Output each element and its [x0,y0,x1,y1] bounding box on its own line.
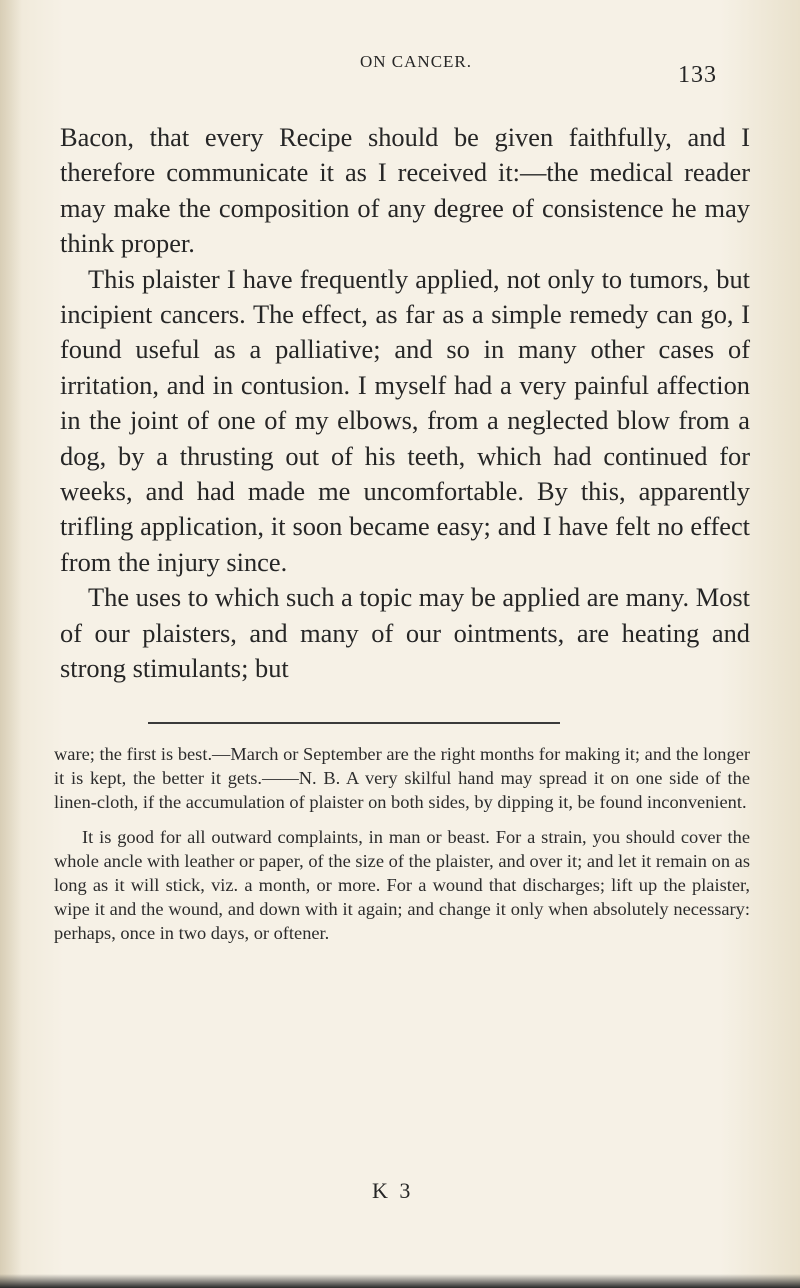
footnote-paragraph: It is good for all outward complaints, in man or beast. For a strain, you should cover the whole ancle with leather or paper, of the size of the plaister, and over it; and let it remain on as long as it will stick, viz. a month, or more. For a wound that discharges; lift up the plaister, wipe it and the wound, and down with it again; and change it only when absolutely necessary: perhaps, once in two days, or oftener. [54,826,750,944]
footnote-paragraph: ware; the first is best.—March or September are the right months for making it; and the longer it is kept, the better it gets.——N. B. A very skilful hand may spread it on one side of the linen-cloth, if the accumulation of plaister on both sides, by dipping it, be found inconvenient. [54,744,750,813]
main-text [60,120,750,687]
footnote [54,742,750,946]
signature-mark: K 3 [372,1178,414,1203]
body-paragraph: The uses to which such a topic may be applied are many. Most of our plaisters, and many of our ointments, are heating and strong stimulants; but [60,582,750,684]
page-bottom-edge [0,1274,800,1288]
page-number: 133 [678,62,717,88]
body-paragraph: This plaister I have frequently applied, not only to tumors, but incipient cancers. The effect, as far as a simple remedy can go, I found useful as a palliative; and so in many other cases of irritation, and in contusion. I myself had a very painful affection in the joint of one of my elbows, from a neglected blow from a dog, by a thrusting out of his teeth, which had continued for weeks, and had made me uncomfortable. By this, apparently trifling application, it soon became easy; and I have felt no effect from the injury since. [60,263,750,577]
body-paragraph: Bacon, that every Recipe should be given faithfully, and I therefore communicate it as I received it:—the medical reader may make the composition of any degree of consistence he may think proper. [60,122,750,259]
footnote-rule [148,722,560,724]
spine-shadow [0,0,22,1288]
running-title: ON CANCER. [360,52,473,71]
